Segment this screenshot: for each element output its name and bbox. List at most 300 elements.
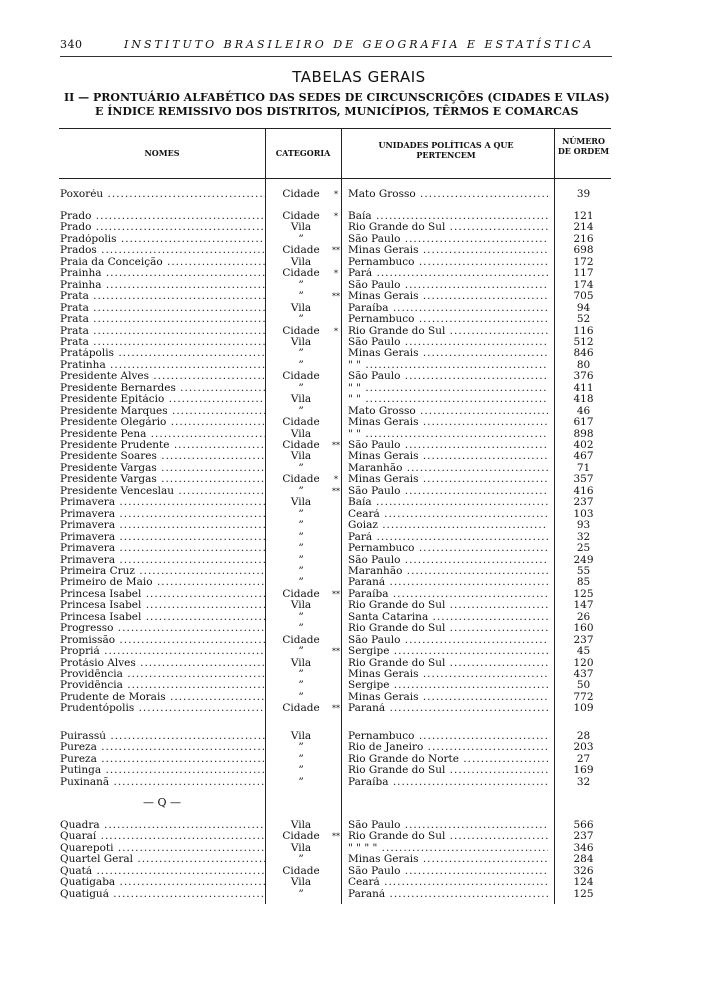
row-name: Primeiro de Maio ..... bbox=[60, 577, 265, 589]
row-category: Vila bbox=[290, 427, 312, 440]
row-order: 109 bbox=[573, 702, 594, 715]
row-unit: Rio Grande do Sul ..... bbox=[348, 658, 548, 670]
row-name: Presidente Vargas ..... bbox=[60, 474, 265, 486]
header-unidades: UNIDADES POLÍTICAS A QUE PERTENCEM bbox=[378, 140, 514, 160]
row-name: Putinga ..... bbox=[60, 765, 265, 777]
table-row bbox=[59, 754, 611, 766]
row-unit: Rio Grande do Sul ..... bbox=[348, 765, 548, 777]
row-name: Providência ..... bbox=[60, 669, 265, 681]
row-unit: Rio Grande do Sul ..... bbox=[348, 600, 548, 612]
row-category: ” bbox=[298, 347, 304, 360]
row-order: 237 bbox=[573, 633, 594, 646]
row-category: Cidade bbox=[282, 324, 320, 337]
row-unit: São Paulo ..... bbox=[348, 866, 548, 878]
row-name: Poxoréu ..... bbox=[60, 189, 265, 201]
row-name: Primavera ..... bbox=[60, 532, 265, 544]
row-category: ” bbox=[298, 764, 304, 777]
row-category: Cidade bbox=[282, 633, 320, 646]
row-category: Vila bbox=[290, 730, 312, 742]
table-row bbox=[59, 577, 611, 589]
row-name: Prata ..... bbox=[60, 303, 265, 315]
row-category: Vila bbox=[290, 450, 312, 463]
row-order: 27 bbox=[576, 752, 591, 765]
row-order: 32 bbox=[576, 530, 591, 543]
row-unit: Rio Grande do Sul ..... bbox=[348, 222, 548, 234]
row-unit: " " ..... bbox=[348, 429, 548, 441]
table-row bbox=[59, 566, 611, 578]
table-row bbox=[59, 451, 611, 463]
row-mark: ** bbox=[332, 589, 340, 599]
table-row bbox=[59, 646, 611, 658]
header-numero: NÚMERO DE ORDEM bbox=[557, 136, 610, 156]
row-category: ” bbox=[298, 752, 304, 765]
row-mark: * bbox=[334, 190, 338, 199]
row-order: 169 bbox=[573, 764, 594, 777]
row-category: ” bbox=[298, 553, 304, 566]
row-unit: Minas Gerais ..... bbox=[348, 692, 548, 704]
row-unit: São Paulo ..... bbox=[348, 820, 548, 832]
row-order: 772 bbox=[573, 690, 594, 703]
row-order: 357 bbox=[573, 473, 594, 486]
row-name: Presidente Marques ..... bbox=[60, 406, 265, 418]
row-mark: ** bbox=[332, 292, 340, 302]
row-unit: Pernambuco ..... bbox=[348, 543, 548, 555]
row-category: ” bbox=[298, 645, 304, 658]
row-name: Primavera ..... bbox=[60, 543, 265, 555]
row-order: 117 bbox=[573, 267, 594, 280]
row-order: 698 bbox=[573, 244, 594, 257]
row-unit: Minas Gerais ..... bbox=[348, 669, 548, 681]
row-category: Vila bbox=[290, 496, 312, 509]
row-order: 326 bbox=[573, 864, 594, 877]
row-category: Cidade bbox=[282, 702, 320, 715]
row-name: Quatiguá ..... bbox=[60, 889, 265, 901]
row-mark: * bbox=[334, 269, 338, 279]
row-name: Prado ..... bbox=[60, 211, 265, 223]
table-row bbox=[59, 440, 611, 452]
row-unit: Paraná ..... bbox=[348, 889, 548, 901]
row-unit: Rio Grande do Sul ..... bbox=[348, 831, 548, 843]
row-name: Prainha ..... bbox=[60, 268, 265, 280]
row-order: 617 bbox=[573, 416, 594, 429]
row-name: Prata ..... bbox=[60, 326, 265, 338]
row-unit: Paraíba ..... bbox=[348, 777, 548, 789]
table-row bbox=[59, 669, 611, 681]
row-name: Presidente Alves ..... bbox=[60, 371, 265, 383]
row-order: 85 bbox=[576, 576, 591, 589]
header-categoria: CATEGORIA bbox=[275, 148, 331, 158]
row-unit: Sergipe ..... bbox=[348, 646, 548, 658]
row-name: Pureza ..... bbox=[60, 754, 265, 766]
row-name: Princesa Isabel ..... bbox=[60, 589, 265, 601]
subtitle-line-2: E ÍNDICE REMISSIVO DOS DISTRITOS, MUNICÍPIOS, TÊRMOS E COMARCAS bbox=[95, 105, 579, 118]
row-category: ” bbox=[298, 358, 304, 371]
row-order: 437 bbox=[573, 668, 594, 680]
table-row bbox=[59, 474, 611, 486]
table-row bbox=[59, 371, 611, 383]
table-row bbox=[59, 731, 611, 743]
running-head bbox=[60, 38, 670, 54]
row-category: ” bbox=[298, 679, 304, 692]
table-row bbox=[59, 497, 611, 509]
row-unit: Minas Gerais ..... bbox=[348, 348, 548, 360]
row-name: Presidente Soares ..... bbox=[60, 451, 265, 463]
row-category: ” bbox=[298, 381, 304, 394]
row-name: Pureza ..... bbox=[60, 742, 265, 754]
row-category: ” bbox=[298, 690, 304, 703]
table-row bbox=[59, 337, 611, 349]
row-unit: Ceará ..... bbox=[348, 509, 548, 521]
table-row bbox=[59, 866, 611, 878]
table-row bbox=[59, 703, 611, 715]
journal-title: INSTITUTO BRASILEIRO DE GEOGRAFIA E ESTATÍSTICA bbox=[124, 38, 595, 51]
row-unit: Baía ..... bbox=[348, 497, 548, 509]
table-row bbox=[59, 623, 611, 635]
row-category: Vila bbox=[290, 656, 312, 669]
row-name: Quartel Geral ..... bbox=[60, 854, 265, 866]
table-row bbox=[59, 303, 611, 315]
row-name: Providência ..... bbox=[60, 680, 265, 692]
row-category: ” bbox=[298, 741, 304, 754]
table-row bbox=[59, 532, 611, 544]
row-name: Prata ..... bbox=[60, 291, 265, 303]
row-category: Cidade bbox=[282, 416, 320, 429]
row-order: 80 bbox=[576, 358, 591, 371]
row-unit: " " ..... bbox=[348, 383, 548, 395]
table-row bbox=[59, 486, 611, 498]
row-order: 203 bbox=[573, 741, 594, 754]
row-category: ” bbox=[298, 530, 304, 543]
row-category: ” bbox=[298, 853, 304, 866]
row-order: 28 bbox=[576, 730, 591, 742]
row-mark: ** bbox=[332, 832, 340, 842]
row-unit: Minas Gerais ..... bbox=[348, 474, 548, 486]
row-order: 284 bbox=[573, 853, 594, 866]
header-nomes: NOMES bbox=[144, 148, 180, 158]
row-category: ” bbox=[298, 610, 304, 623]
row-category: Cidade bbox=[282, 587, 320, 600]
row-order: 898 bbox=[573, 427, 594, 440]
row-unit: " " ..... bbox=[348, 360, 548, 372]
row-unit: São Paulo ..... bbox=[348, 280, 548, 292]
row-category: ” bbox=[298, 484, 304, 497]
table-row bbox=[59, 463, 611, 475]
table-row bbox=[59, 520, 611, 532]
row-name: Primavera ..... bbox=[60, 509, 265, 521]
row-unit: Pernambuco ..... bbox=[348, 257, 548, 269]
row-category: Vila bbox=[290, 335, 312, 348]
row-order: 418 bbox=[573, 393, 594, 406]
table-row bbox=[59, 877, 611, 889]
row-name: Primavera ..... bbox=[60, 520, 265, 532]
row-order: 25 bbox=[576, 542, 591, 555]
row-order: 346 bbox=[573, 841, 594, 854]
row-name: Prudente de Morais ..... bbox=[60, 692, 265, 704]
row-category: Vila bbox=[290, 393, 312, 406]
row-order: 174 bbox=[573, 278, 594, 291]
page-title: TABELAS GERAIS bbox=[292, 68, 426, 86]
row-order: 55 bbox=[576, 564, 591, 577]
row-category: ” bbox=[298, 887, 304, 900]
row-category: ” bbox=[298, 313, 304, 326]
row-category: ” bbox=[298, 290, 304, 303]
row-name: Puirassú ..... bbox=[60, 731, 265, 743]
row-unit: São Paulo ..... bbox=[348, 635, 548, 647]
row-unit: Rio Grande do Norte ..... bbox=[348, 754, 548, 766]
row-name: Presidente Bernardes ..... bbox=[60, 383, 265, 395]
row-order: 376 bbox=[573, 370, 594, 383]
row-category: ” bbox=[298, 775, 304, 788]
row-name: Princesa Isabel ..... bbox=[60, 612, 265, 624]
row-name: Prainha ..... bbox=[60, 280, 265, 292]
row-order: 237 bbox=[573, 496, 594, 509]
row-unit: Minas Gerais ..... bbox=[348, 417, 548, 429]
row-order: 121 bbox=[573, 210, 594, 222]
row-name: Quarepoti ..... bbox=[60, 843, 265, 855]
row-order: 216 bbox=[573, 232, 594, 245]
row-unit: São Paulo ..... bbox=[348, 371, 548, 383]
row-unit: Pará ..... bbox=[348, 268, 548, 280]
row-unit: Rio Grande do Sul ..... bbox=[348, 326, 548, 338]
row-unit: Minas Gerais ..... bbox=[348, 245, 548, 257]
row-unit: São Paulo ..... bbox=[348, 555, 548, 567]
table-row bbox=[59, 543, 611, 555]
row-order: 125 bbox=[573, 887, 594, 900]
table-row bbox=[59, 268, 611, 280]
table-row bbox=[59, 555, 611, 567]
row-unit: Goiaz ..... bbox=[348, 520, 548, 532]
row-unit: Pernambuco ..... bbox=[348, 731, 548, 743]
row-unit: Maranhão ..... bbox=[348, 463, 548, 475]
page-number: 340 bbox=[60, 38, 83, 51]
row-unit: Maranhão ..... bbox=[348, 566, 548, 578]
table-row bbox=[59, 742, 611, 754]
row-name: Presidente Olegário ..... bbox=[60, 417, 265, 429]
table-row bbox=[59, 211, 611, 223]
row-order: 116 bbox=[573, 324, 594, 337]
row-mark: ** bbox=[332, 441, 340, 450]
table-header-rule bbox=[59, 178, 611, 179]
table-row bbox=[59, 257, 611, 269]
row-category: Cidade bbox=[282, 830, 320, 843]
row-order: 214 bbox=[573, 221, 594, 234]
row-category: ” bbox=[298, 232, 304, 245]
row-category: Vila bbox=[290, 221, 312, 234]
header-rule bbox=[60, 56, 612, 57]
row-unit: Paraíba ..... bbox=[348, 589, 548, 601]
row-mark: ** bbox=[332, 246, 340, 256]
table-row bbox=[59, 222, 611, 234]
table-row bbox=[59, 245, 611, 257]
row-name: Progresso ..... bbox=[60, 623, 265, 635]
row-order: 32 bbox=[576, 775, 591, 788]
row-category: Vila bbox=[290, 301, 312, 314]
row-unit: Minas Gerais ..... bbox=[348, 291, 548, 303]
row-mark: * bbox=[334, 326, 338, 336]
row-name: Protásio Alves ..... bbox=[60, 658, 265, 670]
row-unit: Baía ..... bbox=[348, 211, 548, 223]
subtitle-line-1: II — PRONTUÁRIO ALFABÉTICO DAS SEDES DE CIRCUNSCRIÇÕES (CIDADES E VILAS) bbox=[64, 91, 610, 104]
table-row bbox=[59, 820, 611, 832]
row-category: Cidade bbox=[282, 439, 320, 451]
table-row bbox=[59, 509, 611, 521]
row-name: Pratápolis ..... bbox=[60, 348, 265, 360]
row-category: Cidade bbox=[282, 210, 320, 222]
row-category: ” bbox=[298, 622, 304, 635]
row-unit: Paraíba ..... bbox=[348, 303, 548, 315]
table-row bbox=[59, 889, 611, 901]
row-name: Prado ..... bbox=[60, 222, 265, 234]
table-row bbox=[59, 360, 611, 372]
table-row bbox=[59, 765, 611, 777]
table-row bbox=[59, 429, 611, 441]
table-row bbox=[59, 348, 611, 360]
row-unit: Minas Gerais ..... bbox=[348, 854, 548, 866]
row-name: Primavera ..... bbox=[60, 497, 265, 509]
row-name: Propriá ..... bbox=[60, 646, 265, 658]
table-row bbox=[59, 234, 611, 246]
row-unit: São Paulo ..... bbox=[348, 440, 548, 452]
row-order: 416 bbox=[573, 484, 594, 497]
row-order: 160 bbox=[573, 622, 594, 635]
row-category: ” bbox=[298, 668, 304, 680]
row-category: ” bbox=[298, 404, 304, 417]
row-unit: São Paulo ..... bbox=[348, 337, 548, 349]
row-order: 71 bbox=[576, 461, 591, 474]
table-row bbox=[59, 831, 611, 843]
row-category: Cidade bbox=[282, 864, 320, 877]
row-mark: ** bbox=[332, 486, 340, 496]
table-row bbox=[59, 383, 611, 395]
table-row bbox=[59, 692, 611, 704]
row-category: ” bbox=[298, 564, 304, 577]
row-unit: Minas Gerais ..... bbox=[348, 451, 548, 463]
row-order: 172 bbox=[573, 255, 594, 268]
row-category: Vila bbox=[290, 255, 312, 268]
row-order: 705 bbox=[573, 290, 594, 303]
row-name: Quaraí ..... bbox=[60, 831, 265, 843]
row-name: Prudentópolis ..... bbox=[60, 703, 265, 715]
row-order: 237 bbox=[573, 830, 594, 843]
row-name: Quatigaba ..... bbox=[60, 877, 265, 889]
row-order: 467 bbox=[573, 450, 594, 463]
row-unit: Sergipe ..... bbox=[348, 680, 548, 692]
row-order: 147 bbox=[573, 599, 594, 612]
row-order: 566 bbox=[573, 819, 594, 831]
table-row bbox=[59, 417, 611, 429]
row-category: ” bbox=[298, 542, 304, 555]
row-order: 402 bbox=[573, 439, 594, 451]
row-unit: Rio de Janeiro ..... bbox=[348, 742, 548, 754]
row-name: Prata ..... bbox=[60, 337, 265, 349]
row-order: 45 bbox=[576, 645, 591, 658]
table-row bbox=[59, 326, 611, 338]
row-category: Vila bbox=[290, 841, 312, 854]
row-category: Vila bbox=[290, 819, 312, 831]
row-category: Cidade bbox=[282, 370, 320, 383]
table-row bbox=[59, 600, 611, 612]
table-row bbox=[59, 843, 611, 855]
row-order: 411 bbox=[573, 381, 594, 394]
row-order: 125 bbox=[573, 587, 594, 600]
row-unit: Mato Grosso ..... bbox=[348, 189, 548, 201]
row-unit: Ceará ..... bbox=[348, 877, 548, 889]
row-unit: Pará ..... bbox=[348, 532, 548, 544]
row-name: Primavera ..... bbox=[60, 555, 265, 567]
row-order: 93 bbox=[576, 519, 591, 532]
row-name: Quatá ..... bbox=[60, 866, 265, 878]
table-row bbox=[59, 406, 611, 418]
table-row bbox=[59, 291, 611, 303]
row-unit: " " ..... bbox=[348, 394, 548, 406]
row-name: Pratinha ..... bbox=[60, 360, 265, 372]
row-unit: São Paulo ..... bbox=[348, 486, 548, 498]
row-name: Quadra ..... bbox=[60, 820, 265, 832]
row-category: Vila bbox=[290, 599, 312, 612]
table-row bbox=[59, 394, 611, 406]
row-name: Primeira Cruz ..... bbox=[60, 566, 265, 578]
row-unit: Paraná ..... bbox=[348, 703, 548, 715]
row-order: 249 bbox=[573, 553, 594, 566]
row-unit: São Paulo ..... bbox=[348, 234, 548, 246]
row-unit: Pernambuco ..... bbox=[348, 314, 548, 326]
row-order: 39 bbox=[576, 188, 591, 200]
row-name: Presidente Epitácio ..... bbox=[60, 394, 265, 406]
table-row bbox=[59, 189, 611, 201]
table-row bbox=[59, 589, 611, 601]
row-mark: * bbox=[334, 475, 338, 485]
row-name: Puxinanã ..... bbox=[60, 777, 265, 789]
row-category: Vila bbox=[290, 876, 312, 889]
row-category: ” bbox=[298, 519, 304, 532]
table-row bbox=[59, 854, 611, 866]
row-name: Pradópolis ..... bbox=[60, 234, 265, 246]
table-row bbox=[59, 635, 611, 647]
row-category: Cidade bbox=[282, 473, 320, 486]
row-name: Praia da Conceição ..... bbox=[60, 257, 265, 269]
row-order: 512 bbox=[573, 335, 594, 348]
row-order: 52 bbox=[576, 313, 591, 326]
row-name: Presidente Venceslau ..... bbox=[60, 486, 265, 498]
row-unit: Mato Grosso ..... bbox=[348, 406, 548, 418]
row-order: 50 bbox=[576, 679, 591, 692]
row-mark: ** bbox=[332, 704, 340, 714]
table-row bbox=[59, 777, 611, 789]
section-letter-q: — Q — bbox=[142, 796, 181, 809]
row-order: 846 bbox=[573, 347, 594, 360]
row-name: Prados ..... bbox=[60, 245, 265, 257]
row-order: 26 bbox=[576, 610, 591, 623]
row-order: 103 bbox=[573, 507, 594, 520]
row-unit: Santa Catarina ..... bbox=[348, 612, 548, 624]
row-category: Cidade bbox=[282, 244, 320, 257]
row-mark: ** bbox=[332, 647, 340, 657]
table-row bbox=[59, 612, 611, 624]
row-name: Presidente Pena ..... bbox=[60, 429, 265, 441]
row-order: 124 bbox=[573, 876, 594, 889]
table-row bbox=[59, 314, 611, 326]
row-category: ” bbox=[298, 576, 304, 589]
table-row bbox=[59, 658, 611, 670]
table-top-rule bbox=[59, 128, 611, 129]
row-unit: Rio Grande do Sul ..... bbox=[348, 623, 548, 635]
row-category: Cidade bbox=[282, 188, 320, 200]
row-mark: * bbox=[334, 212, 338, 221]
row-category: ” bbox=[298, 278, 304, 291]
row-order: 94 bbox=[576, 301, 591, 314]
row-name: Presidente Prudente ..... bbox=[60, 440, 265, 452]
table-row bbox=[59, 680, 611, 692]
